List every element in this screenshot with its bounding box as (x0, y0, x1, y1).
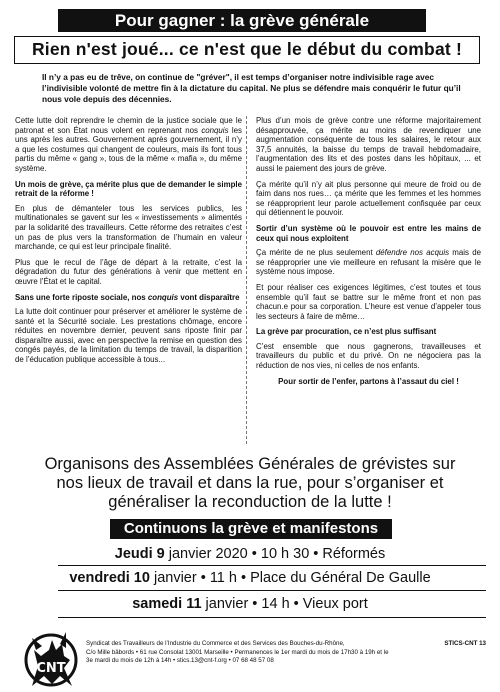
emphasis: défendre nos acquis (375, 248, 450, 258)
subtitle-box: Rien n'est joué... ce n'est que le début du combat ! (14, 36, 480, 64)
text: Sans une forte riposte sociale, nos (15, 292, 148, 302)
text: Ça mérite de ne plus seulement (256, 248, 376, 258)
emphasis: conquis (201, 125, 229, 135)
left-paragraph-2: En plus de démanteler tous les services publics, les multinationales se gavent sur les « investissements » alimentés par la solidarité des travailleurs. Cette réforme des retraites c’est un pas de plus vers la transformation de l’humain en valeur marchande, ce qui est leur principale finalité. (15, 203, 242, 252)
right-paragraph-3 (256, 248, 481, 277)
left-paragraph-1 (15, 116, 242, 174)
footer (86, 640, 486, 666)
event-day: vendredi 10 (69, 570, 150, 586)
right-heading-3: Pour sortir de l’enfer, partons à l’assaut du ciel ! (278, 376, 459, 386)
event-details: janvier • 14 h • Vieux port (201, 596, 368, 612)
event-details: janvier • 11 h • Place du Général De Gaulle (149, 570, 431, 586)
footer-line-1 (86, 640, 486, 649)
footer-line-3: 3e mardi du mois de 12h à 14h • stics.13@cnt-f.org • 07 68 48 57 08 (86, 657, 274, 665)
emphasis: conquis (147, 292, 179, 302)
text: les uns après les autres. Gouvernement après gouvernement, il n’y a que les costumes qui changent de couleurs, mais ils font tous partis du même « gang », tous de la même « mafia », du même système. (15, 125, 242, 173)
column-divider (246, 116, 247, 444)
left-paragraph-4: La lutte doit continuer pour préserver et améliorer le système de santé et la Sécurité sociale. Les prestations chômage, encore réduites en novembre dernier, peuvent sans riposte finir par disparaître aussi, avec en perspective la remise en question des congés payés, de la limitation du temps de travail, la disparition de l’éducation publique accessible à tous... (15, 307, 242, 365)
divider (58, 590, 486, 591)
divider (58, 617, 486, 618)
left-heading-1: Un mois de grève, ça mérite plus que de demander le simple retrait de la réforme ! (15, 179, 242, 199)
footer-line-2: C/o Mille bâbords • 61 rue Consolat 13001 Marseille • Permanences le 1er mardi du mois de 17h30 à 19h et le (86, 648, 389, 656)
top-banner: Pour gagner : la grève générale (58, 9, 426, 32)
union-code: STICS-CNT 13 (444, 640, 486, 647)
event-line (0, 567, 500, 589)
event-line (0, 593, 500, 615)
left-column (15, 116, 242, 371)
event-line (0, 543, 500, 565)
intro-paragraph: Il n’y a pas eu de trêve, on continue de "gréver", il est temps d’organiser notre indivisible rage avec l’indivisible volonté de mettre fin à la dictature du capital. Ne plus se défendre mais conquérir le futur qu’il nous vole depuis des décennies. (42, 72, 461, 104)
call-to-action: Organisons des Assemblées Générales de grévistes sur nos lieux de travail et dans la rue, pour s’organiser et généraliser la reconduction de la lutte ! (44, 455, 456, 511)
text: vont disparaître (178, 292, 240, 302)
manif-banner: Continuons la grève et manifestons (110, 519, 392, 539)
right-heading-1: Sortir d’un système où le pouvoir est entre les mains de ceux qui nous exploitent (256, 223, 481, 243)
right-paragraph-2: Ça mérite qu’il n’y ait plus personne qui meure de froid ou de faim dans nos rues… ça mérite que les femmes et les hommes se réapproprient leur parole actuellement confisquée par ceux qui détiennent le pouvoir. (256, 179, 481, 218)
text: Cette lutte doit reprendre le chemin de la justice sociale que le patronat et son État nous volent en reprenant nos (15, 116, 242, 135)
left-paragraph-3: Plus que le recul de l’âge de départ à la retraite, c’est la dégradation du futur des générations à venir que mettent en œuvre l’État et le capital. (15, 257, 242, 286)
event-details: janvier 2020 • 10 h 30 • Réformés (164, 546, 386, 562)
logo-text: CNT (36, 661, 66, 676)
divider (58, 565, 486, 566)
text: mais de se réapproprier une vie meilleure en refusant la misère que le système nous impose. (256, 248, 481, 277)
right-paragraph-5: C’est ensemble que nous gagnerons, travailleuses et travailleurs du public et du privé. On ne négociera pas la réduction de nos vies, ni celles de nos enfants. (256, 341, 481, 371)
right-heading-2: La grève par procuration, ce n’est plus suffisant (256, 327, 437, 337)
event-day: Jeudi 9 (114, 546, 165, 562)
right-paragraph-4: Et pour réaliser ces exigences légitimes, c’est toutes et tous ensemble qu’il faut se battre sur le même front et non pas chacun.e pour sa corporation. L’heure est venue d’appeler tous les secteurs à faire de même… (256, 282, 481, 321)
text: Syndicat des Travailleurs de l’Industrie du Commerce et des Services des Bouches-du-Rhône, (86, 640, 345, 647)
cnt-black-cat-logo (22, 620, 80, 688)
right-paragraph-1: Plus d’un mois de grève contre une réforme majoritairement désapprouvée, ça mérite au moins de revendiquer une augmentation conséquente de tous les salaires, le retour aux 37,5 annuités, la baisse du temps de travail hebdomadaire, l’augmentation des lits et des postes dans les hôpitaux, ... et aussi le paiement des jours de grève. (256, 116, 481, 173)
event-day: samedi 11 (132, 596, 202, 612)
right-column (256, 116, 481, 391)
left-heading-2 (15, 293, 242, 303)
